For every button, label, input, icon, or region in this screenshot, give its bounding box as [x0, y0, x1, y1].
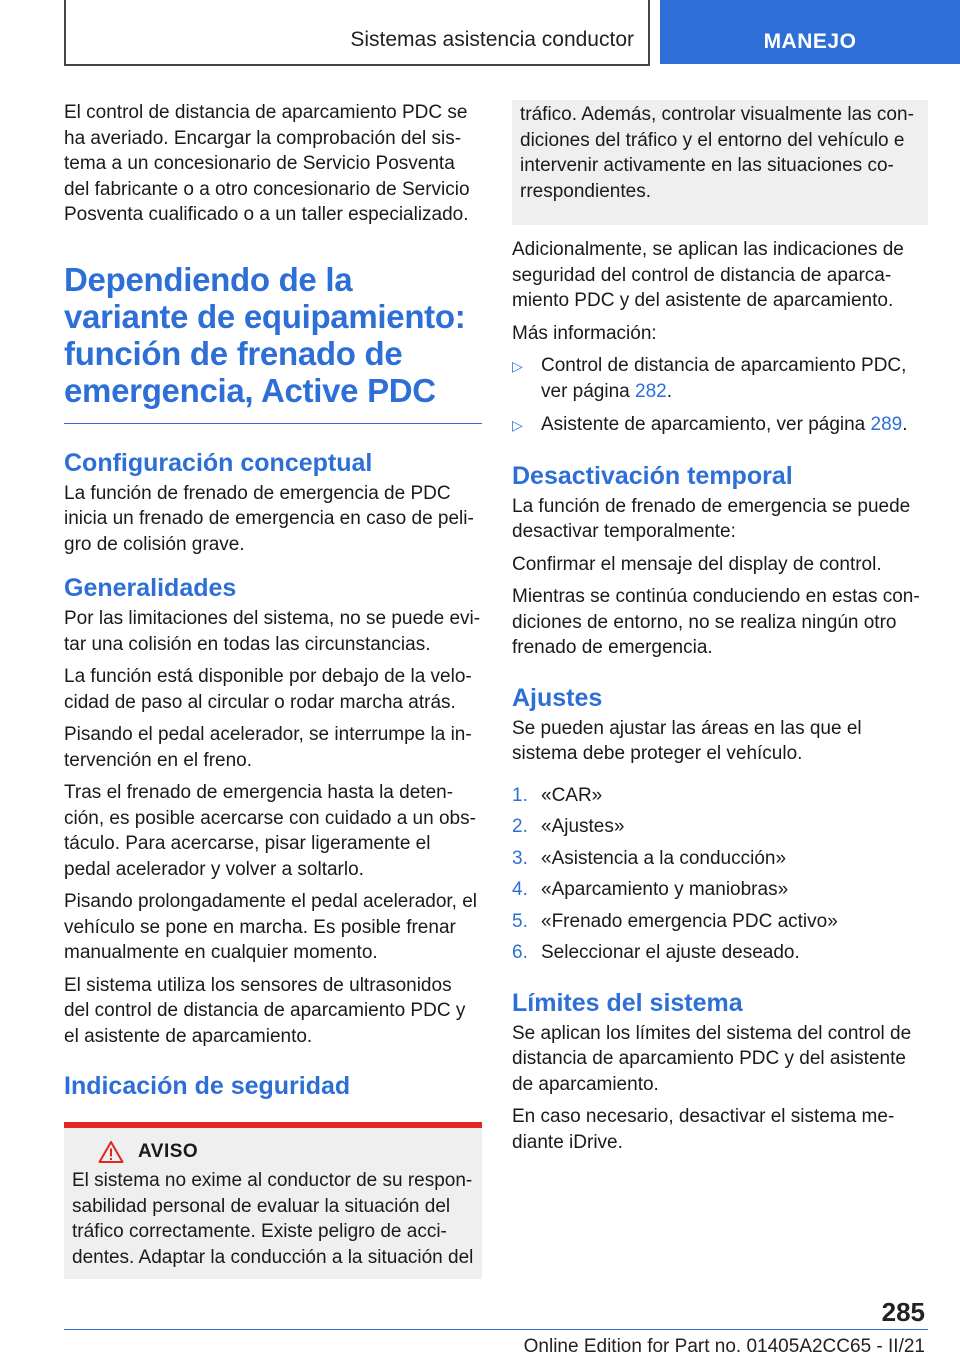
list-item: ▷ Control de distancia de aparcamiento PDC, ver página 282. [512, 353, 928, 404]
right-column [512, 100, 928, 1162]
bullet-triangle-icon: ▷ [512, 358, 523, 374]
list-item: 4. «Aparcamiento y maniobras» [512, 879, 789, 900]
warning-text-continued: tráfico. Además, controlar visualmente las con-diciones del tráfico y el entorno del vehículo e intervenir activamente en las situaciones co-rrespondientes. [520, 104, 914, 202]
page-link[interactable]: 282 [635, 380, 667, 402]
temp-paragraph: Mientras se continúa conduciendo en estas con-diciones de entorno, no se realiza ningún otro frenado de emergencia. [512, 586, 920, 658]
concept-heading: Configuración conceptual [64, 448, 373, 477]
general-paragraph: Tras el frenado de emergencia hasta la deten-ción, es posible acercarse con cuidado a un obs-táculo. Para acercarse, pisar ligeramente el pedal acelerador y volver a soltarlo. [64, 782, 476, 880]
list-item: 6. Seleccionar el ajuste deseado. [512, 942, 800, 963]
page-link[interactable]: 289 [870, 414, 903, 435]
safety-heading: Indicación de seguridad [64, 1072, 351, 1100]
limits-paragraph: En caso necesario, desactivar el sistema me-diante iDrive. [512, 1106, 895, 1153]
chapter-tab-label: MANEJO [763, 30, 857, 53]
warning-box-continued [512, 100, 928, 225]
temp-heading: Desactivación temporal [512, 461, 793, 490]
list-item: 1. «CAR» [512, 784, 603, 806]
list-item: 2. «Ajustes» [512, 816, 625, 837]
section-title: Sistemas asistencia conductor [350, 28, 634, 51]
general-paragraph: Pisando el pedal acelerador, se interrumpe la in-tervención en el freno. [64, 724, 472, 771]
temp-paragraph: La función de frenado de emergencia se puede desactivar temporalmente: [512, 495, 911, 542]
footer-divider [64, 1329, 928, 1330]
general-paragraph: La función está disponible por debajo de la velo-cidad de paso al circular o rodar marcha atrás. [64, 666, 472, 713]
list-item: 5. «Frenado emergencia PDC activo» [512, 910, 838, 932]
concept-paragraph: La función de frenado de emergencia de PDC inicia un frenado de emergencia en caso de peli-gro de colisión grave. [64, 482, 474, 555]
general-paragraph: Por las limitaciones del sistema, no se puede evi-tar una colisión en todas las circunstancias. [64, 608, 481, 655]
intro-paragraph: El control de distancia de aparcamiento PDC se ha averiado. Encargar la comprobación del sis-tema a un concesionario de Servicio Posventa del fabricante o a otro concesionario de Servicio Posventa cualificado o a un taller especializado. [64, 102, 470, 225]
warning-text: El sistema no exime al conductor de su respon-sabilidad personal de evaluar la situación del tráfico correctamente. Existe peligro de acci-dentes. Adaptar la conducción a la situación del [72, 1170, 474, 1268]
additional-paragraph: Adicionalmente, se aplican las indicaciones de seguridad del control de distancia de aparca-miento PDC y del asistente de aparcamiento. [512, 239, 904, 311]
warning-triangle-icon [98, 1140, 124, 1164]
more-info-label: Más información: [512, 322, 657, 344]
header-section-box [64, 0, 650, 66]
limits-paragraph: Se aplican los límites del sistema del control de distancia de aparcamiento PDC y del asistente de aparcamiento. [512, 1022, 912, 1095]
warning-label: AVISO [138, 1141, 199, 1162]
chapter-tab[interactable] [660, 0, 960, 64]
left-column [64, 100, 482, 1279]
general-paragraph: Pisando prolongadamente el pedal acelerador, el vehículo se pone en marcha. Es posible frenar manualmente en cualquier momento. [64, 891, 478, 963]
list-item: 3. «Asistencia a la conducción» [512, 847, 787, 869]
footer-edition: Online Edition for Part no. 01405A2CC65 - II/21 [523, 1336, 925, 1357]
warning-header [72, 1140, 476, 1164]
page-number: 285 [881, 1297, 925, 1327]
limits-heading: Límites del sistema [512, 988, 743, 1017]
settings-heading: Ajustes [512, 683, 603, 712]
general-paragraph: El sistema utiliza los sensores de ultrasonidos del control de distancia de aparcamiento PDC y el asistente de aparcamiento. [64, 974, 466, 1047]
settings-intro: Se pueden ajustar las áreas en las que el sistema debe proteger el vehículo. [512, 717, 862, 764]
temp-paragraph: Confirmar el mensaje del display de control. [512, 553, 882, 575]
bullet-triangle-icon: ▷ [512, 417, 523, 433]
list-item: ▷ Asistente de aparcamiento, ver página 289. [512, 412, 928, 439]
main-heading: Dependiendo de la variante de equipamiento: función de frenado de emergencia, Active PDC [64, 261, 482, 424]
warning-box [64, 1128, 482, 1279]
general-heading: Generalidades [64, 574, 237, 602]
